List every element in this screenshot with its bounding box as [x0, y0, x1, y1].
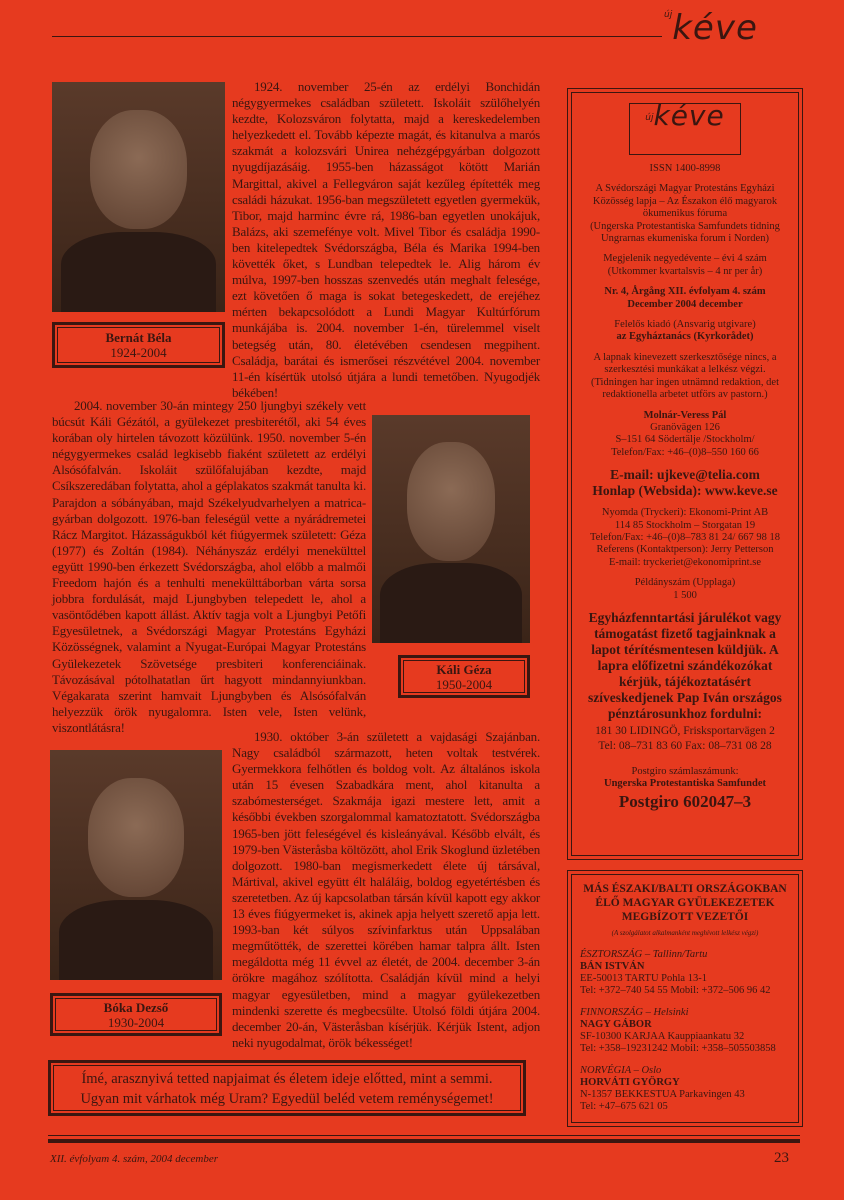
issn: ISSN 1400-8998 [649, 163, 721, 174]
portrait-photo-kali-geza [372, 415, 530, 643]
postgiro-label: Postgiro számlaszámunk: [631, 765, 739, 777]
leaders-title [580, 882, 790, 924]
caption-years: 1950-2004 [435, 676, 493, 692]
title-line: MÁS ÉSZAKI/BALTI ORSZÁGOKBAN [583, 883, 787, 895]
contact-finland [580, 1007, 790, 1055]
publisher-label: Felelős kiadó (Ansvarig utgivare) [614, 319, 756, 331]
circulation-value: 1 500 [673, 589, 697, 601]
printer-name: Nyomda (Tryckeri): Ekonomi-Print AB [601, 507, 769, 519]
quote-line: Ímé, arasznyivá tetted napjaimat és életem ideje előtted, mint a semmi. [81, 1071, 493, 1087]
caption-name: Káli Géza [436, 661, 492, 677]
leader-name: HORVÁTI GYÖRGY [580, 1077, 680, 1088]
treasurer-address [578, 724, 792, 754]
leaders-note: (A szolgálatot alkalmanként meghívott lelkész végzi) [611, 929, 759, 937]
leader-name: NAGY GÁBOR [580, 1019, 652, 1030]
issue-date: December 2004 december [627, 298, 743, 310]
contact-norway [580, 1065, 790, 1113]
leaders-box [567, 870, 803, 1127]
frequency [578, 253, 792, 278]
treasurer-phone: Tel: 08–731 83 60 Fax: 08–731 08 28 [598, 739, 772, 752]
website-link[interactable]: Honlap (Websida): www.keve.se [592, 483, 778, 499]
printer-info [578, 507, 792, 569]
header-rule [52, 36, 662, 37]
editor-contact [578, 410, 792, 460]
phone: Tel: +358–19231242 Mobil: +358–505503858 [580, 1043, 776, 1054]
obituary-text-boka-dezso [232, 729, 540, 1051]
footer-issue: XII. évfolyam 4. szám, 2004 december [50, 1153, 219, 1165]
masthead-logo [664, 8, 758, 48]
address: SF-10300 KARJAA Kauppiaankatu 32 [580, 1031, 745, 1042]
desc-hu: A Svédországi Magyar Protestáns Egyházi Közösség lapja – Az Északon élő magyarok ökumenikus fóruma [592, 183, 778, 220]
web-contact [578, 467, 792, 499]
contact-estonia [580, 949, 790, 997]
caption-name: Bernát Béla [105, 330, 172, 345]
editor-street: Granövägen 126 [650, 421, 720, 433]
editor-name: Molnár-Veress Pál [643, 409, 727, 421]
circulation-label: Példányszám (Upplaga) [634, 577, 736, 589]
printer-address: 114 85 Stockholm – Storgatan 19 [614, 519, 756, 531]
caption-kali-geza [398, 655, 530, 698]
footer-rule [48, 1135, 800, 1136]
caption-years: 1930-2004 [107, 1014, 165, 1030]
portrait-photo-boka-dezso [50, 750, 222, 980]
issue-info [578, 286, 792, 311]
address: EE-50013 TARTU Pohla 13-1 [580, 973, 707, 984]
editorial-hu: A lapnak kinevezett szerkesztősége nincs, a szerkesztési munkákat a lelkész végzi. [593, 351, 777, 376]
editor-city: S–151 64 Södertälje /Stockholm/ [615, 434, 755, 446]
publisher [578, 319, 792, 344]
publisher-name: az Egyháztanács (Kyrkorådet) [616, 331, 754, 343]
treasurer-street: 181 30 LIDINGÖ, Frisksportarvägen 2 [595, 724, 775, 737]
logo-prefix: új [645, 113, 654, 123]
quote-line: Ugyan mit várhatok még Uram? Egyedül beléd vetem reménységemet! [80, 1091, 494, 1107]
paragraph: 1924. november 25-én az erdélyi Bonchidán négygyermekes családban született. Iskoláit szülőhelyén kezdte, Kolozsváron folytatta, majd a kereskedelemben helyezkedett el. Tovább képezte magát, és kitanulva a marós szakmát a kolozsvári Unirea nehézgépgyárban dolgozott nyugdíjazásáig. 1955-ben házasságot kötött Marián Margittal, akivel a Fellegváron saját kezűleg építették meg családi házukat. 1956-ban megszületett egyetlen gyermekük, Tibor, majd harminc évre rá, 1986-ban egyetlen unokájuk, Balázs, aki szemefénye volt. Mivel Tibor és családja 1990-ben kitelepedtek Svédországba, Béla és Marika 1994-ben követték őket, s Lundban telepedtek le. Alig három év múlva, 1997-ben hosszas szenvedés után meghalt felesége, ezt követően ő maga is sokat betegeskedett, de erejéhez mérten bekapcsolódott a Lundi Magyar Kultúrfórum munkájába is. 2004. november 1-én, türelemmel viselt betegség után, 80. életévében csendesen megpihent. Családja, barátai és ismerősei részvétével 2004. november 11-én kísértük utolsó útjára a lundi temetőben. Nyugodjék békében! [232, 79, 540, 400]
issue-number: Nr. 4, Årgång XII. évfolyam 4. szám [604, 286, 766, 298]
leader-name: BÁN ISTVÁN [580, 961, 645, 972]
title-line: MEGBÍZOTT VEZETŐI [621, 911, 749, 923]
editor-phone: Telefon/Fax: +46–(0)8–550 160 66 [611, 446, 759, 458]
obituary-text-bernat-bela [232, 79, 540, 401]
obituary-text-kali-geza [52, 398, 366, 736]
portrait-photo-bernat-bela [52, 82, 225, 312]
caption-boka-dezso [50, 993, 222, 1036]
email-link[interactable]: E-mail: ujkeve@telia.com [610, 467, 760, 483]
imprint-box [567, 88, 803, 860]
bible-quote-box [48, 1060, 526, 1116]
freq-sv: (Utkommer kvartalsvis – 4 nr per år) [607, 265, 763, 277]
circulation [578, 577, 792, 602]
description [578, 183, 792, 245]
postgiro-holder: Ungerska Protestantiska Samfundet [604, 778, 766, 790]
footer-rule-thick [48, 1139, 800, 1143]
postgiro-number: Postgiro 602047–3 [618, 791, 752, 811]
phone: Tel: +47–675 621 05 [580, 1101, 668, 1112]
logo-text: kéve [672, 8, 758, 48]
freq-hu: Megjelenik negyedévente – évi 4 szám [603, 253, 767, 265]
country: FINNORSZÁG – Helsinki [580, 1007, 689, 1018]
title-line: ÉLŐ MAGYAR GYÜLEKEZETEK [595, 897, 775, 909]
phone: Tel: +372–740 54 55 Mobil: +372–506 96 42 [580, 985, 771, 996]
printer-email: E-mail: tryckeriet@ekonomiprint.se [609, 556, 761, 568]
country: NORVÉGIA – Oslo [580, 1065, 662, 1076]
editorial [578, 352, 792, 402]
postgiro [578, 766, 792, 813]
logo-prefix: új [664, 10, 673, 20]
printer-phone: Telefon/Fax: +46–(0)8–783 81 24/ 667 98 18 [589, 531, 781, 543]
page-number: 23 [774, 1150, 789, 1166]
paragraph: 1930. október 3-án született a vajdasági Szajánban. Nagy családból származott, heten voltak testvérek. Gyermekkora felhőtlen és boldog volt. Az általános iskola után 15 évesen Szabadkára ment, ahol kitanulta a szabómesterséget. Szakmája igazi mestere lett, amit a későbbi években szorgalommal kamatoztatott. Svédországba 1965-ben jött feleségével és kisleányával. Később elvált, és 1979-ben Västeråsba költözött, ahol Erik Skoglund üzletében dolgozott. 1980-ban megismerkedett élete új társával, Mártival, akivel együtt élt haláláig, boldog egyetértésben és szeretetben. Az új kapcsolatban társán kívül kapott egy akkor 13 éves fiúgyermeket is, akinek apja helyett szerető apja lett. 1993-ban két súlyos szívinfarktus után Uppsalában megműtötték, de szerettei körében hamar talpra állt. Isten megáldotta még 11 évvel az életét, de 2004. december 3-án örökre magához szólította. Családján kívül mind a helyi magyar egyesületben, mind a magyar gyülekezetben mindenki szerette és megbecsülte. Utolsó földi útjára 2004. december 20-án, Västeråsban kísérjük. Kérjük Istent, adjon neki nyugodalmat, örök békességet! [232, 729, 540, 1050]
address: N-1357 BEKKESTUA Parkavingen 43 [580, 1089, 745, 1100]
logo-text: kéve [653, 99, 725, 132]
editorial-sv: (Tidningen har ingen utnämnd redaktion, det redaktionella arbetet utförs av pastorn.) [591, 376, 779, 401]
printer-contact: Referens (Kontaktperson): Jerry Petterson [596, 544, 774, 556]
caption-name: Bóka Dezső [103, 999, 169, 1015]
country: ÉSZTORSZÁG – Tallinn/Tartu [580, 949, 708, 960]
caption-years: 1924-2004 [110, 345, 167, 360]
desc-sv: (Ungerska Protestantiska Samfundets tidning Ungrarnas ekumeniska forum i Norden) [590, 220, 780, 245]
subscription-notice: Egyházfenntartási járulékot vagy támogatást fizető tagjainknak a lapot térítésmentesen küldjük. A lapra előfizetni szándékozókat kérjük, tájékoztatásért szíveskedjenek Pap Iván országos pénztárosunkhoz fordulni: [588, 609, 782, 721]
paragraph: 2004. november 30-án mintegy 250 ljungbyi székely vett búcsút Káli Gézától, a gyülekezet presbiterétől, aki 54 éves korában oly hirtelen távozott közülünk. 1950. november 5-én négygyermekes család legkisebb fiaként született az erdélyi Alsósófalván. Iskoláit szülőfalujában kezdte, majd Csíkszeredában folytatta, ahol a géplakatos szakmát tanulta ki. Parajdon a sóbányában, majd Székelyudvarhelyen a matrica-gyárban dolgozott. 1976-ban feleségül vette a nyárádremetei Rácz Margitot. Házasságukból két fiúgyermek született: Géza (1977) és Zoltán (1984). Néhányszáz erdélyi menekülttel együtt 1990-ben érkezett Svédországba, ahol előbb a malmői Freedom hajón és a tenhulti menekülttáborban várta sorsa jobbra fordulását, majd Ljungbyben telepedett le, ahol a vasöntődében kapott állást. Aktív tagja volt a Ljungbyi Petőfi Egyesületnek, a Svédországi Magyar Protestáns Egyházi Közösségnek, valamint a Nyugat-Európai Magyar Protestáns Gyülekezetek Szövetsége presbiteri konferenciáinak. Távozásával pótolhatatlan űrt hagyott mindannyiunkban. Végakarata szerint hamvait Ljungbyben és Alsósófalván helyezzük örök nyugalomra. Isten vele, Isten velünk, viszontlátásra! [52, 398, 366, 735]
caption-bernat-bela [52, 322, 225, 368]
imprint-logo [629, 99, 741, 155]
